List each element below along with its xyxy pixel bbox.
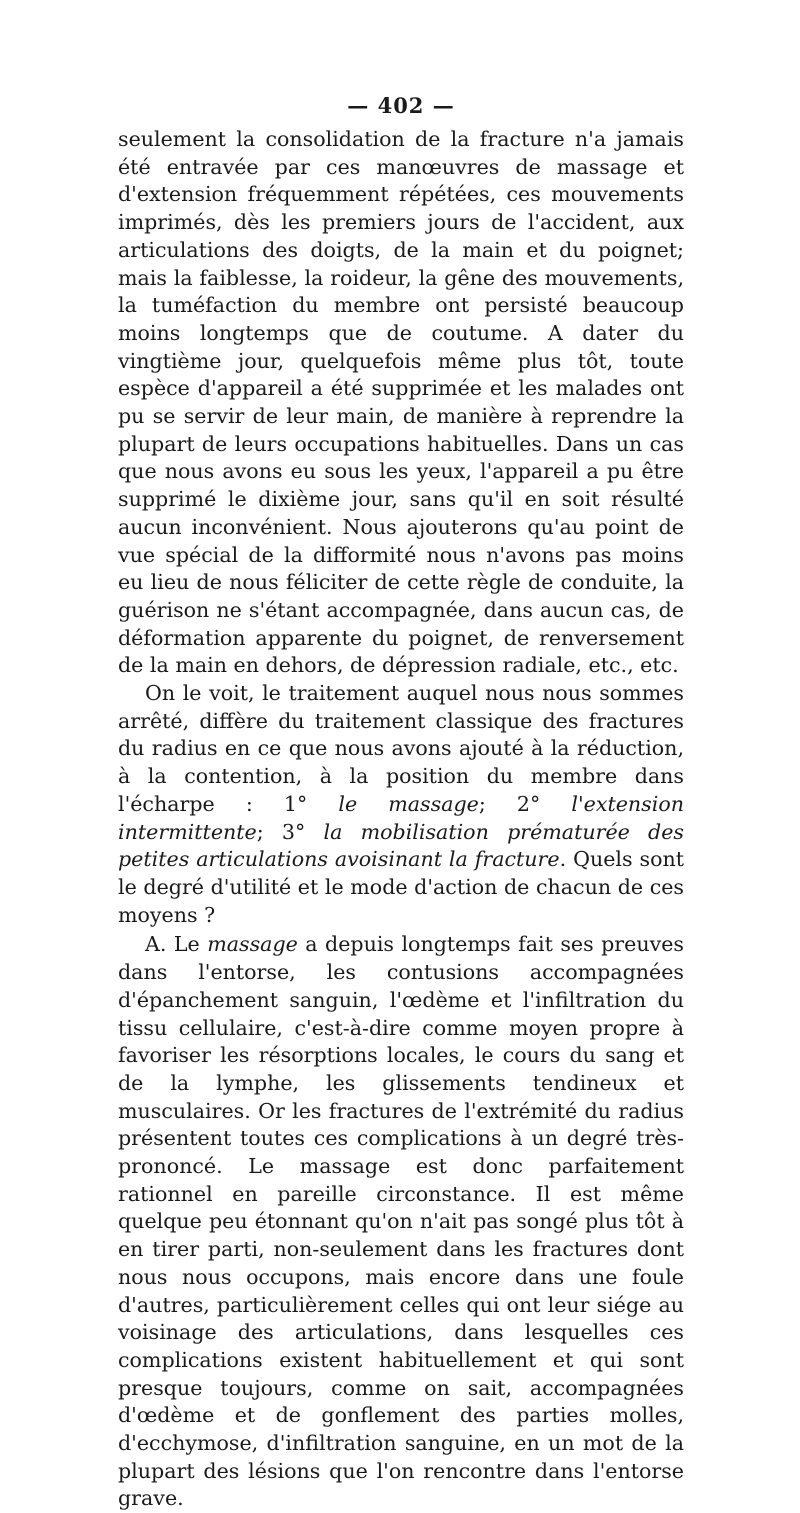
paragraph-1: [118, 126, 684, 680]
paragraph-2-italic-mobilisation: la mobilisation prématurée des petites articulations avoisinant la fracture: [118, 819, 684, 872]
book-page: [118, 92, 684, 1513]
paragraph-2-text: On le voit, le traitement auquel nous nous sommes arrêté, diffère du traitement classique des fractures du radius en ce que nous avons ajouté à la réduction, à la contention, à la position du membre dans l'écharpe : 1°: [118, 681, 684, 816]
paragraph-3-text: a depuis longtemps fait ses preuves dans l'entorse, les contusions accompagnées d'épanchement sanguin, l'œdème et l'infiltration du tissu cellulaire, c'est-à-dire comme moyen propre à favoriser les résorptions locales, le cours du sang et de la lymphe, les glissements tendineux et musculaires. Or les fractures de l'extrémité du radius présentent toutes ces complications à un degré très-prononcé. Le massage est donc parfaitement rationnel en pareille circonstance. Il est même quelque peu étonnant qu'on n'ait pas songé plus tôt à en tirer parti, non-seulement dans les fractures dont nous nous occupons, mais encore dans une foule d'autres, particulièrement celles qui ont leur siége au voisinage des articulations, dans lesquelles ces complications existent habituellement et qui sont presque toujours, comme on sait, accompagnées d'œdème et de gonflement des parties molles, d'ecchymose, d'infiltration sanguine, en un mot de la plupart des lésions que l'on rencontre dans l'entorse grave.: [118, 932, 684, 1511]
paragraph-1-text: seulement la consolidation de la fracture n'a jamais été entravée par ces manœuvres de massage et d'extension fréquemment répétées, ces mouvements imprimés, dès les premiers jours de l'accident, aux articulations des doigts, de la main et du poignet; mais la faiblesse, la roideur, la gêne des mouvements, la tuméfaction du membre ont persisté beaucoup moins longtemps que de coutume. A dater du vingtième jour, quelquefois même plus tôt, toute espèce d'appareil a été supprimée et les malades ont pu se servir de leur main, de manière à reprendre la plupart de leurs occupations habituelles. Dans un cas que nous avons eu sous les yeux, l'appareil a pu être supprimé le dixième jour, sans qu'il en soit résulté aucun inconvénient. Nous ajouterons qu'au point de vue spécial de la difformité nous n'avons pas moins eu lieu de nous féliciter de cette règle de conduite, la guérison ne s'étant accompagnée, dans aucun cas, de déformation apparente du poignet, de renversement de la main en dehors, de dépression radiale, etc., etc.: [118, 127, 684, 678]
paragraph-3: [118, 931, 684, 1513]
paragraph-2-text: ; 2°: [478, 791, 572, 816]
paragraph-3-text: A. Le: [145, 932, 208, 957]
page-number: — 402 —: [347, 93, 455, 118]
paragraph-2-text: . Quels sont le degré d'utilité et le mode d'action de chacun de ces moyens ?: [118, 847, 685, 927]
paragraph-2-text: ; 3°: [256, 819, 324, 844]
paragraph-2-italic-massage: le massage: [338, 791, 479, 816]
paragraph-2-italic-extension: l'extension intermittente: [118, 791, 684, 844]
paragraph-3-italic-massage: massage: [207, 932, 298, 957]
paragraph-2: [118, 680, 684, 929]
